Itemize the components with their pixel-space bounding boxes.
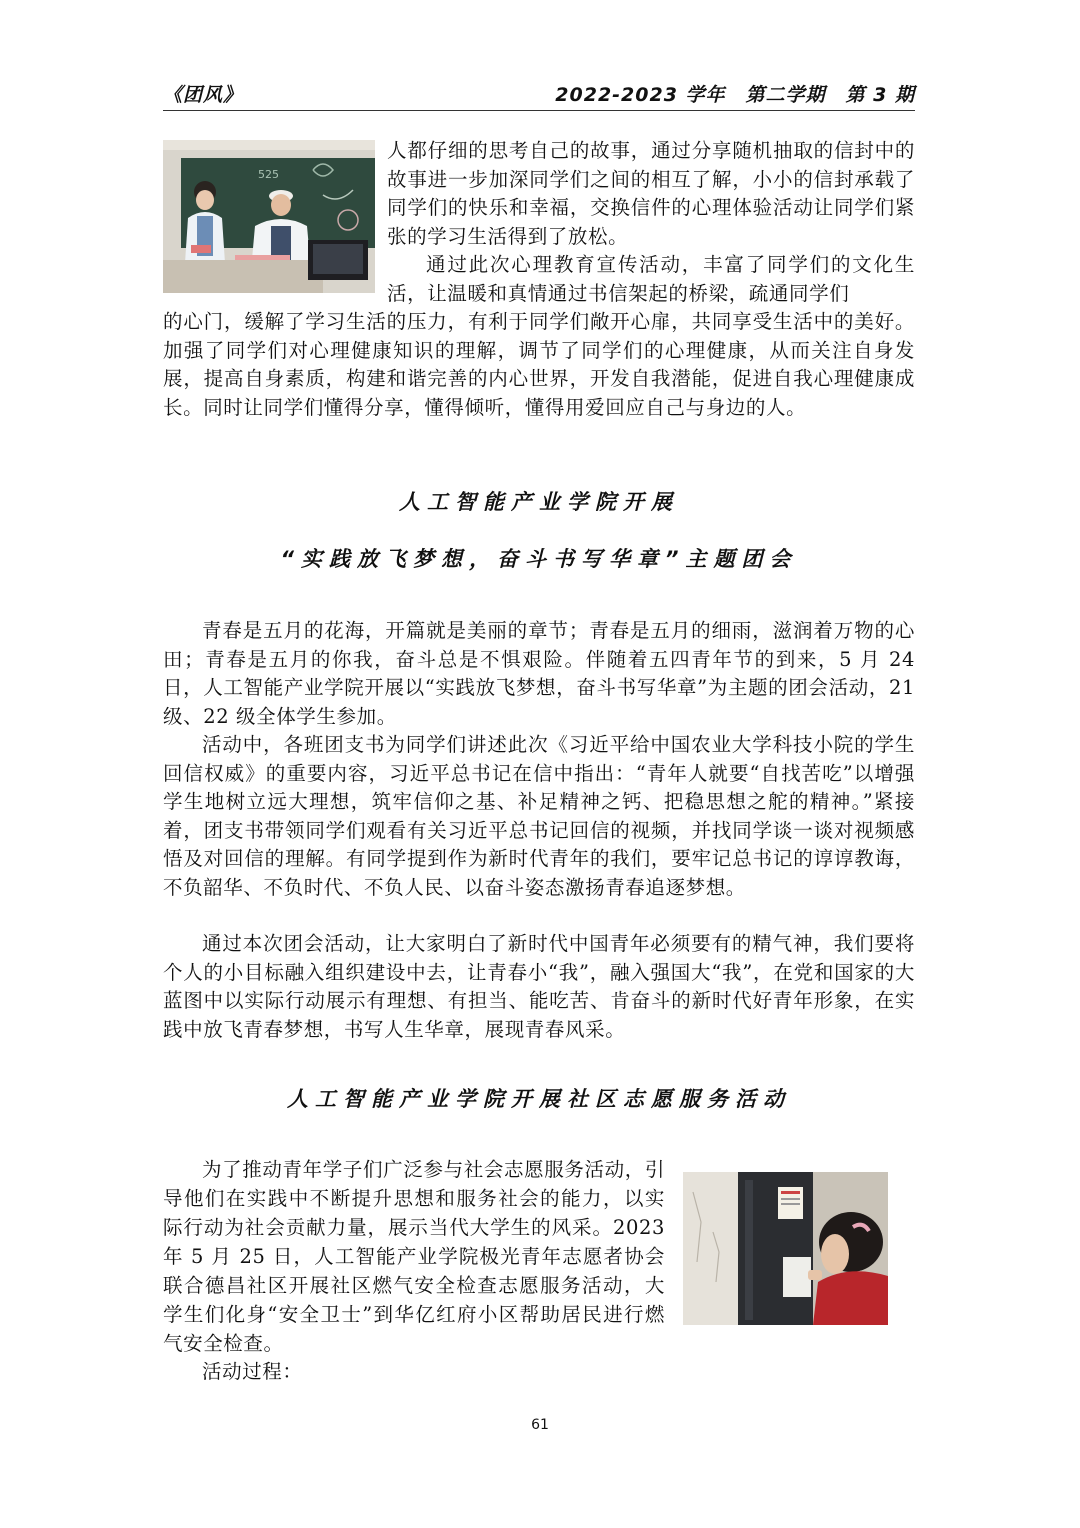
page-number: 61 (531, 1417, 549, 1433)
classroom-illustration (163, 140, 375, 293)
section1-paragraph-2a: 通过此次心理教育宣传活动，丰富了同学们的文化生活，让温暖和真情通过书信架起的桥梁，疏通同学们 (387, 253, 915, 305)
journal-name: 《团风》 (163, 84, 244, 106)
section2-paragraph-3: 通过本次团会活动，让大家明白了新时代中国青年必须要有的精气神，我们要将个人的小目标融入组织建设中去，让青春小“我”，融入强国大“我”，在党和国家的大蓝图中以实际行动展示有理想、有担当、能吃苦、肯奋斗的新时代好青年形象，在实践中放飞青春梦想，书写人生华章，展现青春风采。 (163, 932, 915, 1041)
section1-paragraph-1: 人都仔细的思考自己的故事，通过分享随机抽取的信封中的故事进一步加深同学们之间的相互了解，小小的信封承载了同学们的快乐和幸福，交换信件的心理体验活动让同学们紧张的学习生活得到了放松。 (387, 139, 915, 248)
section3-title: 人工智能产业学院开展社区志愿服务活动 (287, 1087, 791, 1111)
volunteer-illustration (683, 1172, 888, 1325)
svg-text:525: 525 (258, 168, 279, 181)
section2-title-line2: “实践放飞梦想，奋斗书写华章”主题团会 (280, 547, 798, 571)
classroom-photo (163, 140, 375, 293)
issue-info: 2022-2023 学年 第二学期 第 3 期 (555, 84, 915, 106)
section2-paragraph-1: 青春是五月的花海，开篇就是美丽的章节；青春是五月的细雨，滋润着万物的心田；青春是五月的你我，奋斗总是不惧艰险。伴随着五四青年节的到来，5 月 24 日，人工智能产业学院开展以“实践放飞梦想，奋斗书写华章”为主题的团会活动，21 级、22 级全体学生参加。 (163, 619, 915, 728)
section3-paragraph-2: 活动过程： (202, 1360, 303, 1383)
volunteer-photo (683, 1172, 888, 1325)
section3-paragraph-1: 为了推动青年学子们广泛参与社会志愿服务活动，引导他们在实践中不断提升思想和服务社会的能力，以实际行动为社会贡献力量，展示当代大学生的风采。2023 年 5 月 25 日，人工智能产业学院极光青年志愿者协会联合德昌社区开展社区燃气安全检查志愿服务活动，大学生们化身“安全卫士”到华亿红府小区帮助居民进行燃气安全检查。 (163, 1158, 665, 1355)
section2-title-line1: 人工智能产业学院开展 (399, 490, 679, 514)
running-header (163, 80, 915, 111)
section2-paragraph-2: 活动中，各班团支书为同学们讲述此次《习近平给中国农业大学科技小院的学生回信权威》的重要内容，习近平总书记在信中指出：“青年人就要“自找苦吃”以增强学生地树立远大理想，筑牢信仰之基、补足精神之钙、把稳思想之舵的精神。”紧接着，团支书带领同学们观看有关习近平总书记回信的视频，并找同学谈一谈对视频感悟及对回信的理解。有同学提到作为新时代青年的我们，要牢记总书记的谆谆教诲，不负韶华、不负时代、不负人民、以奋斗姿态激扬青春追逐梦想。 (163, 733, 915, 899)
section1-paragraph-2b: 的心门，缓解了学习生活的压力，有利于同学们敞开心扉，共同享受生活中的美好。加强了同学们对心理健康知识的理解，调节了同学们的心理健康，从而关注自身发展，提高自身素质，构建和谐完善的内心世界，开发自我潜能，促进自我心理健康成长。同时让同学们懂得分享，懂得倾听，懂得用爱回应自己与身边的人。 (163, 310, 915, 419)
